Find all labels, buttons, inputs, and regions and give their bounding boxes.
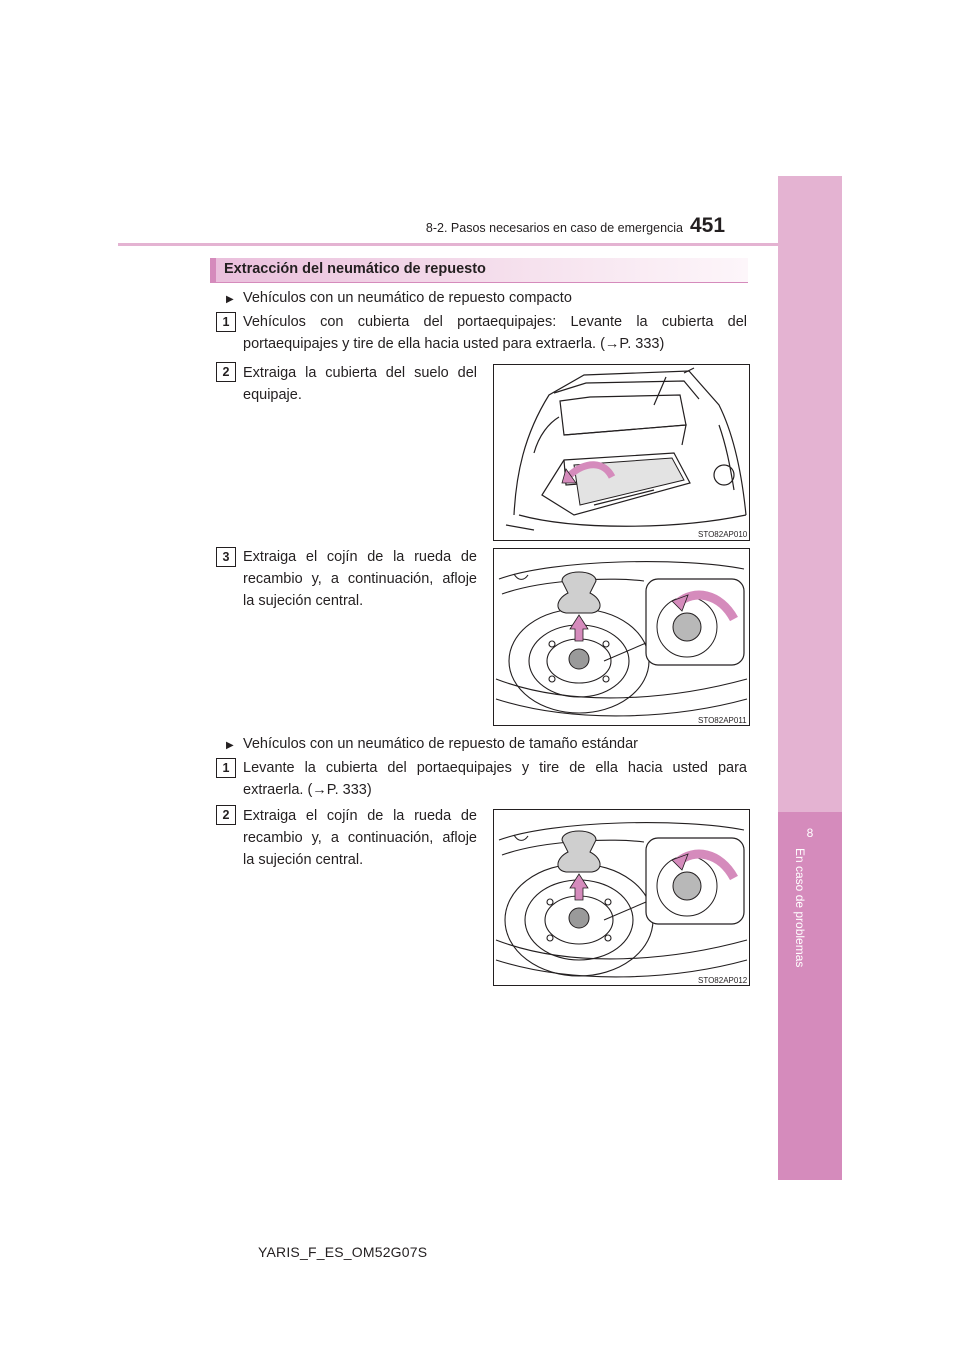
step-number-badge: 2 bbox=[216, 805, 236, 825]
figure-spare-wheel-compact bbox=[493, 548, 750, 726]
step-number-badge: 3 bbox=[216, 547, 236, 567]
chapter-title: En caso de problemas bbox=[793, 848, 807, 968]
spare-wheel-illustration bbox=[494, 810, 749, 985]
header-section-title: 8-2. Pasos necesarios en caso de emergencia bbox=[425, 221, 683, 235]
chapter-number: 8 bbox=[806, 826, 814, 840]
spare-wheel-illustration bbox=[494, 549, 749, 725]
step-text: equipaje. bbox=[243, 387, 302, 403]
bullet-arrow-icon: ▶ bbox=[226, 740, 234, 751]
section-heading-rule bbox=[210, 282, 748, 283]
step-text: extraerla. (→P. 333) bbox=[243, 782, 372, 798]
bullet-arrow-icon: ▶ bbox=[226, 294, 234, 305]
page-number: 451 bbox=[690, 214, 726, 237]
step-number-badge: 2 bbox=[216, 362, 236, 382]
step-text: Vehículos con cubierta del portaequipajes: Levante la cubierta del bbox=[243, 314, 747, 330]
figure-spare-wheel-standard bbox=[493, 809, 750, 986]
trunk-illustration bbox=[494, 365, 749, 540]
chapter-side-tab-active bbox=[778, 812, 842, 1180]
step-text: Extraiga el cojín de la rueda de bbox=[243, 549, 477, 565]
compact-spare-heading: Vehículos con un neumático de repuesto compacto bbox=[243, 290, 572, 306]
step-text: recambio y, a continuación, afloje bbox=[243, 830, 477, 846]
section-heading: Extracción del neumático de repuesto bbox=[224, 261, 486, 277]
figure-code: STO82AP010 bbox=[698, 530, 748, 539]
figure-code: STO82AP011 bbox=[698, 716, 747, 725]
step-text: recambio y, a continuación, afloje bbox=[243, 571, 477, 587]
step-number-badge: 1 bbox=[216, 758, 236, 778]
step-number-badge: 1 bbox=[216, 312, 236, 332]
step-text: la sujeción central. bbox=[243, 593, 364, 609]
step-text: Levante la cubierta del portaequipajes y tire de ella hacia usted para bbox=[243, 760, 747, 776]
document-code: YARIS_F_ES_OM52G07S bbox=[258, 1244, 428, 1260]
figure-code: STO82AP012 bbox=[698, 976, 748, 985]
figure-trunk-floor-cover bbox=[493, 364, 750, 541]
step-text: Extraiga la cubierta del suelo del bbox=[243, 365, 477, 381]
step-text: Extraiga el cojín de la rueda de bbox=[243, 808, 477, 824]
standard-spare-heading: Vehículos con un neumático de repuesto de tamaño estándar bbox=[243, 736, 638, 752]
step-text: la sujeción central. bbox=[243, 852, 364, 868]
header-rule bbox=[118, 243, 842, 246]
step-text: portaequipajes y tire de ella hacia usted para extraerla. (→P. 333) bbox=[243, 336, 665, 352]
